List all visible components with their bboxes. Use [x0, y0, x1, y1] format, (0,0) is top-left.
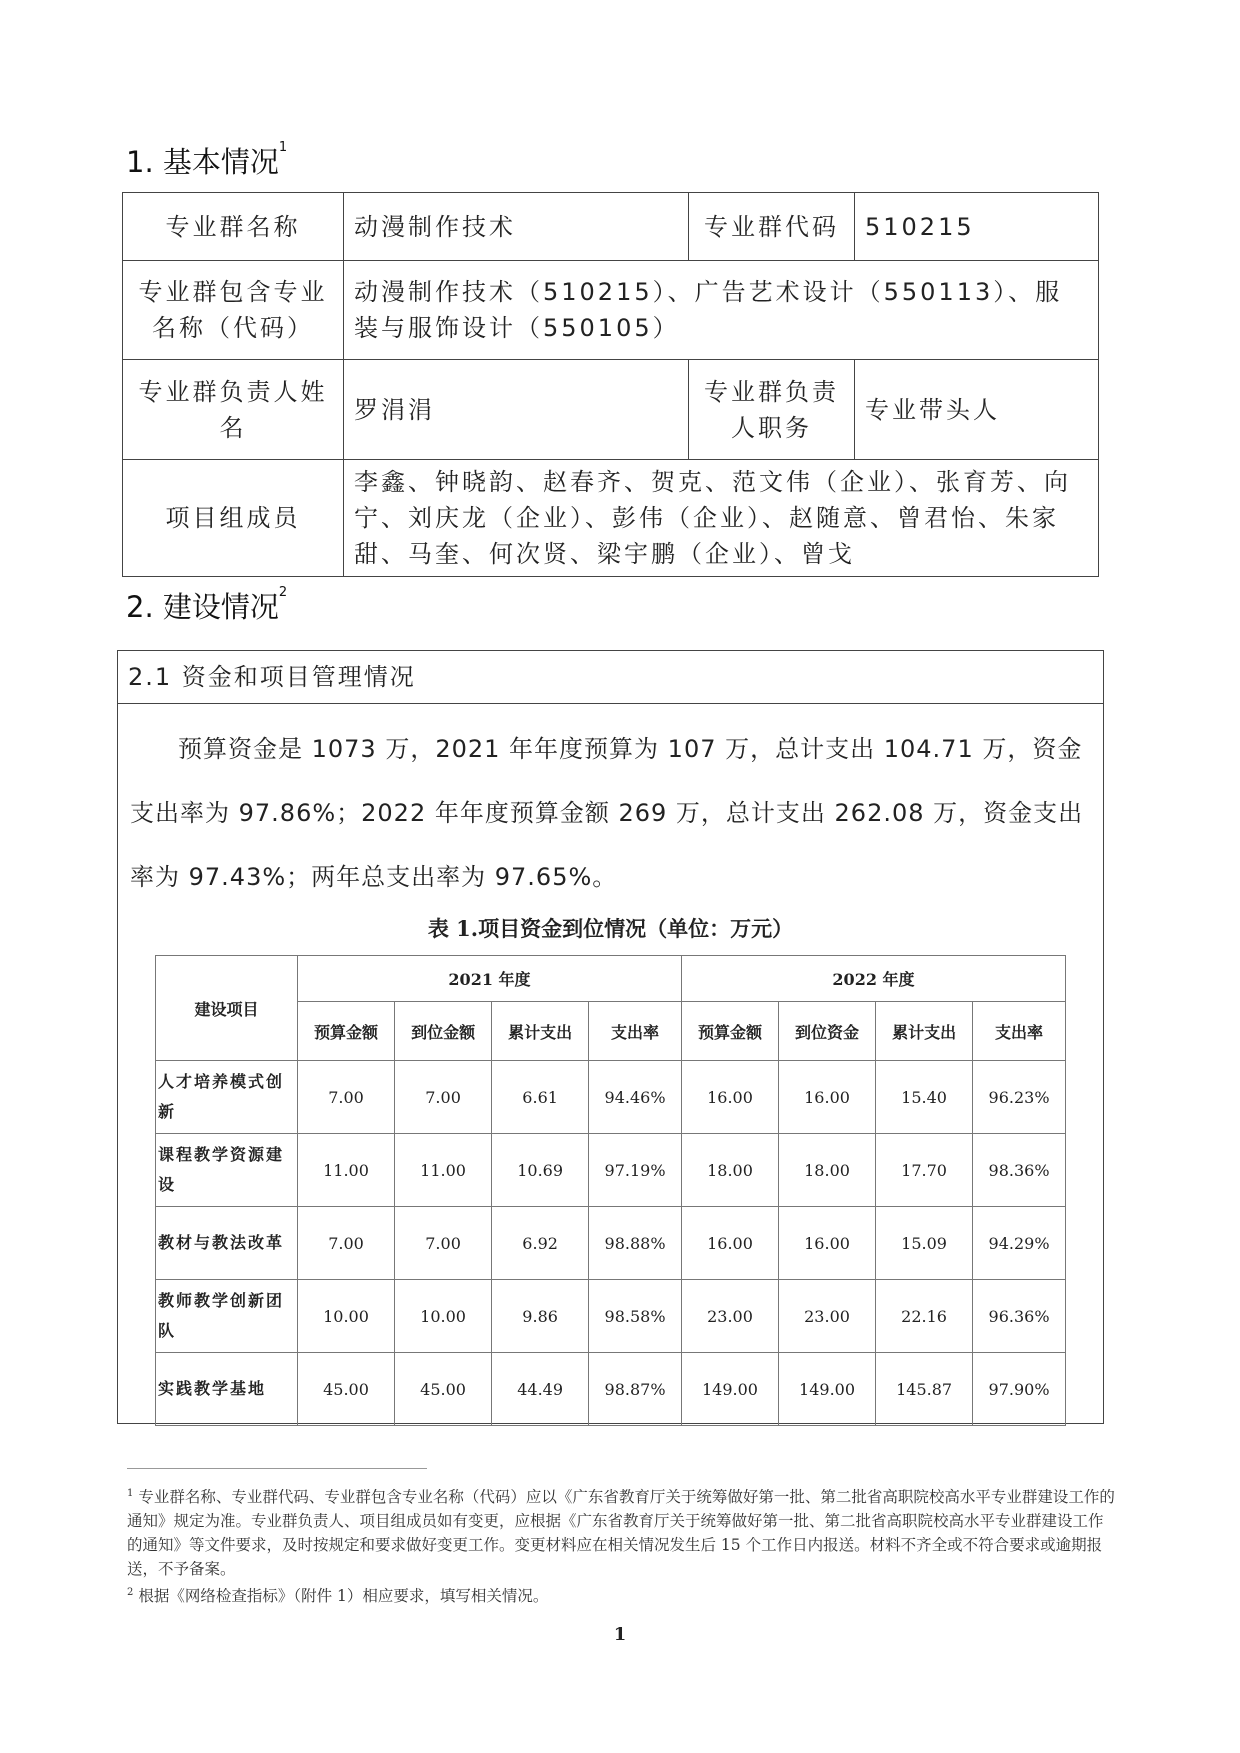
basic-info-table — [122, 192, 1099, 577]
table-cell: 16.00 — [779, 1207, 876, 1280]
table-cell: 98.58% — [589, 1280, 682, 1353]
table-cell: 15.09 — [876, 1207, 973, 1280]
funding-paragraph: 预算资金是 1073 万，2021 年年度预算为 107 万，总计支出 104.71 万，资金支出率为 97.86%；2022 年年度预算金额 269 万，总计支出 262.08 万，资金支出率为 97.43%；两年总支出率为 97.65%。 — [130, 735, 1084, 891]
footnote-mark: 2 — [127, 1587, 134, 1599]
value: 李鑫、钟晓韵、赵春齐、贺克、范文伟（企业）、张育芳、向宁、刘庆龙（企业）、彭伟（企业）、赵随意、曾君怡、朱家甜、马奎、何次贤、梁宇鹏（企业）、曾戈 — [344, 460, 1099, 577]
table-cell: 97.19% — [589, 1134, 682, 1207]
table-cell: 16.00 — [681, 1207, 778, 1280]
table-cell: 11.00 — [395, 1134, 492, 1207]
footnote-text: 专业群名称、专业群代码、专业群包含专业名称（代码）应以《广东省教育厅关于统筹做好第一批、第二批省高职院校高水平专业群建设工作的通知》规定为准。专业群负责人、项目组成员如有变更，应根据《广东省教育厅关于统筹做好第一批、第二批省高职院校高水平专业群建设工作的通知》等文件要求，及时按规定和要求做好变更工作。变更材料应在相关情况发生后 15 个工作日内报送。材料不齐全或不符合要求或逾期报送，不予备案。 — [127, 1488, 1115, 1579]
table-cell: 23.00 — [681, 1280, 778, 1353]
column-header: 累计支出 — [876, 1002, 973, 1061]
table-cell: 18.00 — [779, 1134, 876, 1207]
label: 专业群代码 — [689, 193, 855, 261]
footnote-ref: 1 — [278, 140, 288, 155]
table-cell: 94.46% — [589, 1061, 682, 1134]
table-cell: 98.36% — [973, 1134, 1066, 1207]
table-row — [156, 1134, 1066, 1207]
table-cell: 16.00 — [681, 1061, 778, 1134]
table-row — [156, 1353, 1066, 1426]
column-header: 支出率 — [973, 1002, 1066, 1061]
item-name: 课程教学资源建设 — [156, 1134, 298, 1207]
table-row — [156, 1207, 1066, 1280]
column-header: 支出率 — [589, 1002, 682, 1061]
table-cell: 17.70 — [876, 1134, 973, 1207]
label: 专业群包含专业名称（代码） — [123, 261, 344, 360]
table-cell: 7.00 — [298, 1061, 395, 1134]
footnote-ref: 2 — [278, 585, 288, 600]
footnote — [127, 1581, 1117, 1608]
footnote-divider — [127, 1468, 427, 1469]
table-cell: 7.00 — [298, 1207, 395, 1280]
table-cell: 11.00 — [298, 1134, 395, 1207]
table-cell: 96.23% — [973, 1061, 1066, 1134]
item-name: 人才培养模式创新 — [156, 1061, 298, 1134]
year-header: 2021 年度 — [298, 956, 682, 1002]
subsection-title: 2.1 资金和项目管理情况 — [118, 651, 1103, 704]
table-cell: 16.00 — [779, 1061, 876, 1134]
table-cell: 10.00 — [298, 1280, 395, 1353]
table-cell: 45.00 — [395, 1353, 492, 1426]
table-cell: 45.00 — [298, 1353, 395, 1426]
footnote — [127, 1482, 1117, 1581]
value: 动漫制作技术（510215）、广告艺术设计（550113）、服装与服饰设计（550105） — [344, 261, 1099, 360]
funding-section-box — [117, 650, 1104, 1424]
table-cell: 97.90% — [973, 1353, 1066, 1426]
label: 专业群负责人姓名 — [123, 360, 344, 460]
footnotes — [127, 1482, 1117, 1608]
footnote-text: 根据《网络检查指标》（附件 1）相应要求，填写相关情况。 — [138, 1587, 549, 1606]
table-cell: 10.69 — [492, 1134, 589, 1207]
column-header: 到位资金 — [779, 1002, 876, 1061]
item-name: 实践教学基地 — [156, 1353, 298, 1426]
label: 专业群名称 — [123, 193, 344, 261]
table-cell: 145.87 — [876, 1353, 973, 1426]
table-cell: 94.29% — [973, 1207, 1066, 1280]
table-cell: 44.49 — [492, 1353, 589, 1426]
value: 动漫制作技术 — [344, 193, 689, 261]
table-cell: 98.87% — [589, 1353, 682, 1426]
table-cell: 10.00 — [395, 1280, 492, 1353]
table-cell: 7.00 — [395, 1207, 492, 1280]
footnote-mark: 1 — [127, 1488, 134, 1499]
table-cell: 98.88% — [589, 1207, 682, 1280]
section-2-heading — [126, 585, 287, 626]
item-name: 教师教学创新团队 — [156, 1280, 298, 1353]
table-cell: 18.00 — [681, 1134, 778, 1207]
item-name: 教材与教法改革 — [156, 1207, 298, 1280]
funding-table — [155, 955, 1066, 1426]
value: 罗涓涓 — [344, 360, 689, 460]
table-cell: 96.36% — [973, 1280, 1066, 1353]
value: 专业带头人 — [855, 360, 1099, 460]
table-cell: 6.61 — [492, 1061, 589, 1134]
column-header: 预算金额 — [298, 1002, 395, 1061]
table-row — [156, 1061, 1066, 1134]
column-header: 累计支出 — [492, 1002, 589, 1061]
table-cell: 6.92 — [492, 1207, 589, 1280]
table-row — [156, 1280, 1066, 1353]
table-cell: 149.00 — [779, 1353, 876, 1426]
column-header: 预算金额 — [681, 1002, 778, 1061]
heading-text: 1. 基本情况 — [126, 145, 279, 179]
heading-text: 2. 建设情况 — [126, 590, 279, 624]
table-caption: 表 1.项目资金到位情况（单位：万元） — [427, 916, 794, 941]
section-1-heading — [126, 140, 287, 181]
label: 项目组成员 — [123, 460, 344, 577]
page-number: 1 — [613, 1624, 627, 1645]
table-cell: 149.00 — [681, 1353, 778, 1426]
table-cell: 22.16 — [876, 1280, 973, 1353]
table-cell: 15.40 — [876, 1061, 973, 1134]
value: 510215 — [855, 193, 1099, 261]
label: 专业群负责人职务 — [689, 360, 855, 460]
table-cell: 9.86 — [492, 1280, 589, 1353]
column-header: 到位金额 — [395, 1002, 492, 1061]
table-cell: 7.00 — [395, 1061, 492, 1134]
year-header: 2022 年度 — [681, 956, 1065, 1002]
table-cell: 23.00 — [779, 1280, 876, 1353]
item-header: 建设项目 — [156, 956, 298, 1061]
